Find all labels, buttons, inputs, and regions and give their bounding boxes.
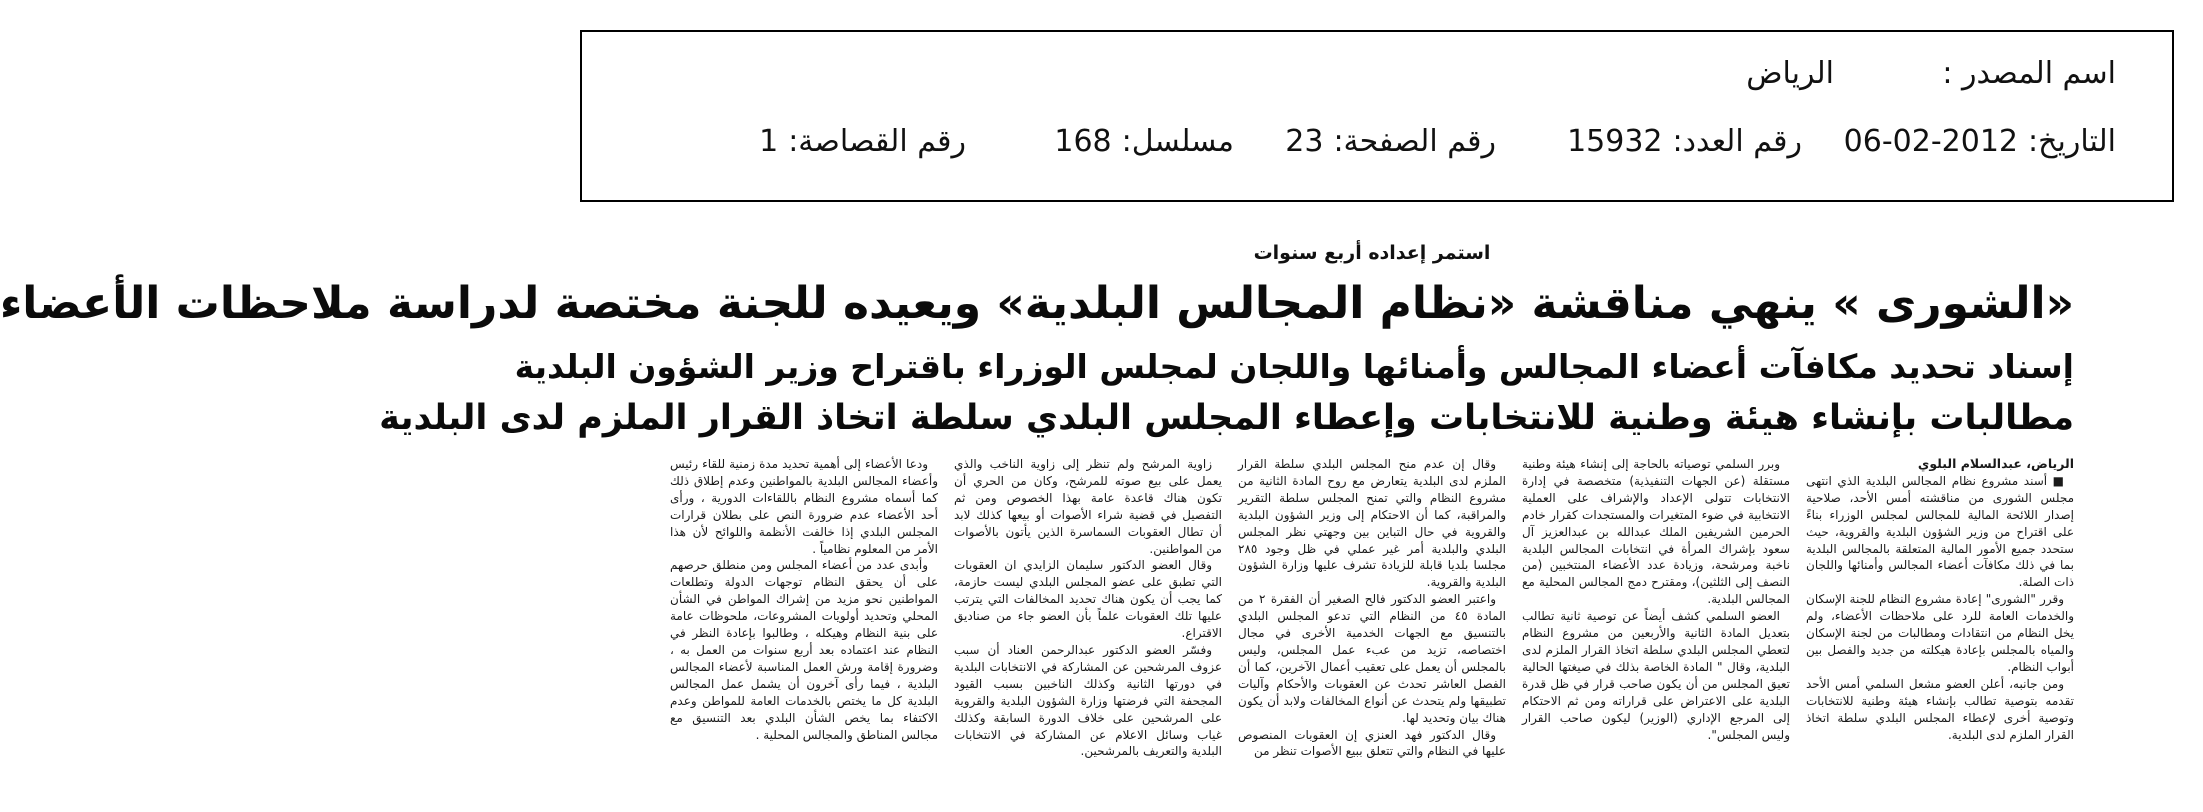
paragraph: واعتبر العضو الدكتور فالح الصغير أن الفقرة ٢ من المادة ٤٥ من النظام التي تدعو المجلس البلدي بالتنسيق مع الجهات الخدمية الأخرى في مجال اختصاصه، تزيد من عبء عمل المجلس، وليس بالمجلس أن يعمل على تعقيب أعمال الآخرين، كما أن الفصل العاشر تحدث عن العقوبات والأحكام وآليات تطبيقها ولم يتحدث عن أنواع المخالفات ولابد أن يكون هناك بيان وتحديد لها. — [1238, 592, 1507, 725]
article-column-2 — [1522, 456, 1790, 794]
paragraph: وقال الدكتور فهد العنزي إن العقوبات المنصوص عليها في النظام والتي تتعلق ببيع الأصوات تنظر من — [1238, 727, 1506, 759]
clip-value: 1 — [759, 124, 779, 159]
paragraph: زاوية المرشح ولم تنظر إلى زاوية الناخب والذي يعمل على بيع صوته للمرشح، وكان من الحري أن تكون هناك قاعدة عامة بهذا الخصوص ومن ثم التفصيل في قضية شراء الأصوات أو بيعها كذلك لابد أن تطال العقوبات السماسرة الذين يأتون بالأصوات من المواطنين. — [954, 457, 1222, 556]
source-field — [1942, 56, 2116, 92]
article-subhead-1: إسناد تحديد مكافآت أعضاء المجالس وأمنائها واللجان لمجلس الوزراء باقتراح وزير الشؤون البلدية — [514, 347, 2074, 386]
serial-field — [1054, 124, 1234, 160]
paragraph: العضو السلمي كشف أيضاً عن توصية ثانية تطالب بتعديل المادة الثانية والأربعين من مشروع النظام لتعطي المجلس البلدي سلطة اتخاذ القرار الملزم لدى البلدية، وقال " المادة الخاصة بذلك في صيغتها الحالية تعيق المجلس من أن يكون صاحب قرار في ظل قدرة البلدية على الاعتراض على قراراته ومن ثم الاحتكام إلى المرجع الإداري (الوزير) ليكون صاحب القرار وليس المجلس". — [1522, 609, 1790, 742]
article-column-3 — [1238, 456, 1506, 794]
issue-value: 15932 — [1567, 124, 1663, 159]
paragraph: وبرر السلمي توصياته بالحاجة إلى إنشاء هيئة وطنية مستقلة (عن الجهات التنفيذية) متخصصة في إدارة الانتخابات تتولى الإعداد والإشراف على العملية الانتخابية في ضوء المتغيرات والمستجدات كقرار خادم الحرمين الشريفين الملك عبدالله بن عبدالعزيز آل سعود بإشراك المرأة في انتخابات المجالس البلدية ناخبة ومرشحة، وزيادة عدد الأعضاء المنتخبين (من النصف إلى الثلثين)، ومقترح دمج المجالس المحلية مع المجالس البلدية. — [1522, 457, 1790, 607]
source-value-field — [1746, 56, 1834, 92]
newspaper-clipping — [0, 234, 2074, 794]
paragraph: ودعا الأعضاء إلى أهمية تحديد مدة زمنية للقاء رئيس وأعضاء المجالس البلدية بالمواطنين وعدم إطلاق ذلك كما أسماه مشروع النظام باللقاءات الدورية ، ورأى أحد الأعضاء عدم ضرورة النص على بطلان قرارات المجلس البلدي إذا خالفت الأنظمة واللوائح لأن هذا الأمر من المعلوم نظامياً . — [670, 457, 938, 556]
article-column-5 — [670, 456, 938, 794]
paragraph: وقرر "الشورى" إعادة مشروع النظام للجنة الإسكان والخدمات العامة للرد على ملاحظات الأعضاء، ولم يخل النظام من انتقادات ومطالبات من لجنة الإسكان والمياه بالمجلس بإعادة هيكلته من جديد والفصل بين أبواب النظام. — [1806, 592, 2074, 674]
page-label: رقم الصفحة: — [1333, 124, 1496, 159]
article-column-4 — [954, 456, 1222, 794]
issue-field — [1567, 124, 1802, 160]
paragraph: وأبدى عدد من أعضاء المجلس ومن منطلق حرصهم على أن يحقق النظام توجهات الدولة وتطلعات المواطنين نحو مزيد من إشراك المواطن في الشأن المحلي وتحديد أولويات المشروعات، ملحوظات عامة على بنية النظام وهيكله ، وطالبوا بإعادة النظر في النظام عند اعتماده بعد أربع سنوات من العمل به ، وضرورة إقامة ورش العمل المناسبة لأعضاء المجالس البلدية ، فيما رأى آخرون أن يشمل عمل المجالس البلدية كل ما يختص بالخدمات العامة للمواطن وعدم الاكتفاء بما يخص الشأن البلدي بعد التنسيق مع مجالس المناطق والمجالس المحلية . — [670, 558, 938, 742]
paragraph: وقال إن عدم منح المجلس البلدي سلطة القرار الملزم لدى البلدية يتعارض مع روح المادة الثانية من مشروع النظام والتي تمنح المجلس سلطة التقرير والمراقبة، كما أن الاحتكام إلى وزير الشؤون البلدية والقروية في حال التباين بين وجهتي نظر المجلس البلدي والبلدية أمر غير عملي في ظل وجود ٢٨٥ مجلسا بلديا قابلة للزيادة تشرف عليها وزارة الشؤون البلدية والقروية. — [1238, 457, 1506, 590]
date-label: التاريخ: — [2028, 124, 2116, 159]
paragraph: ومن جانبه، أعلن العضو مشعل السلمي أمس الأحد تقدمه بتوصية تطالب بإنشاء هيئة وطنية للانتخابات وتوصية أخرى لإعطاء المجلس البلدي سلطة اتخاذ القرار الملزم لدى البلدية. — [1806, 676, 2074, 742]
source-metadata-box — [580, 30, 2174, 202]
page-value: 23 — [1285, 124, 1324, 159]
paragraph: وفسّر العضو الدكتور عبدالرحمن العناد أن سبب عزوف المرشحين عن المشاركة في الانتخابات البلدية في دورتها الثانية وكذلك الناخبين بسبب القيود المجحفة التي فرضتها وزارة الشؤون البلدية والقروية على المرشحين على خلاف الدورة السابقة وكذلك غياب وسائل الاعلام عن المشاركة في الانتخابات البلدية والتعريف بالمرشحين. — [954, 642, 1222, 759]
clip-label: رقم القصاصة: — [788, 124, 966, 159]
serial-value: 168 — [1054, 124, 1112, 159]
article-kicker: استمر إعداده أربع سنوات — [1253, 242, 1491, 264]
article-columns — [670, 456, 2074, 794]
date-field — [1844, 124, 2116, 160]
page-field — [1285, 124, 1496, 160]
clip-field — [759, 124, 966, 160]
paragraph: ■ أسند مشروع نظام المجالس البلدية الذي انتهى مجلس الشورى من مناقشته أمس الأحد، صلاحية إصدار اللائحة المالية للمجالس لمجلس الوزراء بناءً على اقتراح من وزير الشؤون البلدية والقروية، حيث ستحدد جميع الأمور المالية المتعلقة بالمجالس البلدية بما في ذلك مكافآت أعضاء المجالس وأمنائها واللجان ذات الصلة. — [1806, 473, 2074, 590]
source-value: الرياض — [1746, 56, 1834, 91]
source-label: اسم المصدر : — [1942, 56, 2116, 91]
article-headline: «الشورى » ينهي مناقشة «نظام المجالس البلدية» ويعيده للجنة مختصة لدراسة ملاحظات الأعضاء — [0, 278, 2074, 329]
paragraph: وقال العضو الدكتور سليمان الزايدي ان العقوبات التي تطبق على عضو المجلس البلدي ليست حازمة، كما يجب أن يكون هناك تحديد المخالفات التي يترتب عليها تلك العقوبات علماً بأن العضو جاء من صناديق الاقتراع. — [954, 558, 1222, 641]
article-byline: الرياض، عبدالسلام البلوي — [1917, 456, 2074, 471]
article-subhead-2: مطالبات بإنشاء هيئة وطنية للانتخابات وإعطاء المجلس البلدي سلطة اتخاذ القرار الملزم لدى البلدية — [379, 398, 2074, 438]
date-value: 2012-02-06 — [1843, 124, 2019, 159]
serial-label: مسلسل: — [1121, 124, 1234, 159]
article-column-1 — [1806, 456, 2074, 794]
issue-label: رقم العدد: — [1672, 124, 1802, 159]
